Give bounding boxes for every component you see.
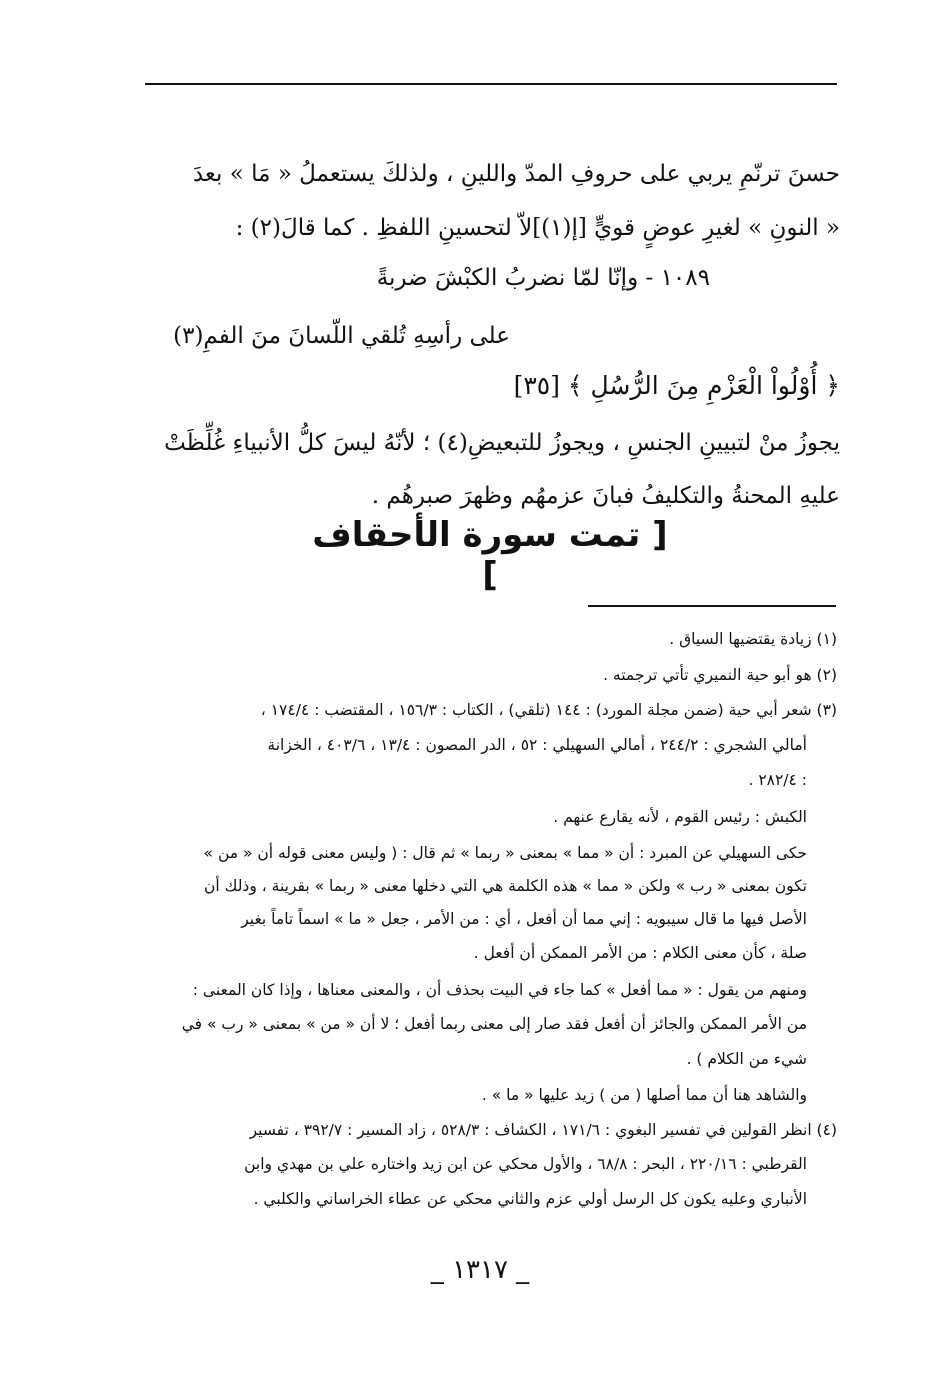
verse-line-1: ١٠٨٩ - وإنّا لمّا نضربُ الكبْشَ ضربةً (376, 265, 710, 291)
footnote-3-line-5: حكى السهيلي عن المبرد : أن « مما » بمعنى « ربما » ثم قال : ( وليس معنى قوله أن « من » (203, 844, 807, 862)
footnote-4-line-2: القرطبي : ٢٢٠/١٦ ، البحر : ٦٨/٨ ، والأول محكي عن ابن زيد واختاره علي بن مهدي وابن (244, 1155, 807, 1173)
footnote-2: (٢) هو أبو حية النميري تأتي ترجمته . (603, 666, 837, 684)
header-rule (145, 83, 837, 85)
footnote-3-line-3: : ٢٨٢/٤ . (748, 771, 807, 789)
verse-line-2: على رأسِهِ تُلقي اللّسانَ منَ الفمِ(٣) (173, 323, 510, 349)
text-line-1: حسنَ ترنّمِ يربي على حروفِ المدّ واللينِ ، ولذلكَ يستعملُ « مَا » بعدَ (192, 161, 840, 187)
surah-closing-title: [ تمت سورة الأحقاف ] (312, 515, 668, 595)
footnote-3-line-10: من الأمر الممكن والجائز أن أفعل فقد صار إلى معنى ربما أفعل ؛ لا أن « من » بمعنى « رب » في (181, 1015, 807, 1033)
footnote-rule (588, 605, 836, 607)
footnote-3-line-11: شيء من الكلام ) . (686, 1050, 807, 1068)
footnote-3-line-1: (٣) شعر أبي حية (ضمن مجلة المورد) : ١٤٤ (تلقي) ، الكتاب : ١٥٦/٣ ، المقتضب : ١٧٤/٤ ، (260, 701, 837, 719)
footnote-4-line-1: (٤) انظر القولين في تفسير البغوي : ١٧١/٦ ، الكشاف : ٥٢٨/٣ ، زاد المسير : ٣٩٢/٧ ، تفسير (249, 1121, 837, 1139)
footnote-3-line-8: صلة ، كأن معنى الكلام : من الأمر الممكن أن أفعل . (473, 944, 807, 962)
footnote-3-line-6: تكون بمعنى « رب » ولكن « مما » هذه الكلمة هي التي دخلها معنى « ربما » بقرينة ، وذلك أن (204, 877, 807, 895)
footnote-3-line-7: الأصل فيها ما قال سيبويه : إني مما أن أفعل ، أي : من الأمر ، جعل « ما » اسماً تاماً بغير (241, 910, 807, 928)
text-line-4: عليهِ المحنةُ والتكليفُ فبانَ عزمهُم وظهرَ صبرهُم . (371, 483, 840, 509)
page-number: _ ١٣١٧ _ (430, 1255, 530, 1285)
text-line-2: « النونِ » لغيرِ عوضٍ قويٍّ [إ(١)]لاّ لتحسينِ اللفظِ . كما قالَ(٢) : (235, 215, 840, 241)
footnote-4-line-3: الأنباري وعليه يكون كل الرسل أولي عزم والثاني محكي عن عطاء الخراساني والكلبي . (253, 1190, 807, 1208)
footnote-3-line-12: والشاهد هنا أن مما أصلها ( من ) زيد عليها « ما » . (481, 1086, 807, 1104)
text-line-3: يجوزُ منْ لتبيينِ الجنسِ ، ويجوزُ للتبعيضِ(٤) ؛ لأنّهُ ليسَ كلُّ الأنبياءِ غُلِّظَتْ (164, 430, 840, 456)
footnote-1: (١) زيادة يقتضيها السياق . (669, 630, 837, 648)
quran-citation: ﴿ أُوْلُواْ الْعَزْمِ مِنَ الرُّسُلِ ﴾ [٣٥] (513, 371, 840, 400)
footnote-3-line-9: ومنهم من يقول : « مما أفعل » كما جاء في البيت بحذف أن ، والمعنى معناها ، وإذا كان المعنى : (192, 981, 807, 999)
footnote-3-line-2: أمالي الشجري : ٢٤٤/٢ ، أمالي السهيلي : ٥٢ ، الدر المصون : ١٣/٤ ، ٤٠٣/٦ ، الخزانة (267, 736, 807, 754)
footnote-3-line-4: الكبش : رئيس القوم ، لأنه يقارع عنهم . (553, 808, 807, 826)
